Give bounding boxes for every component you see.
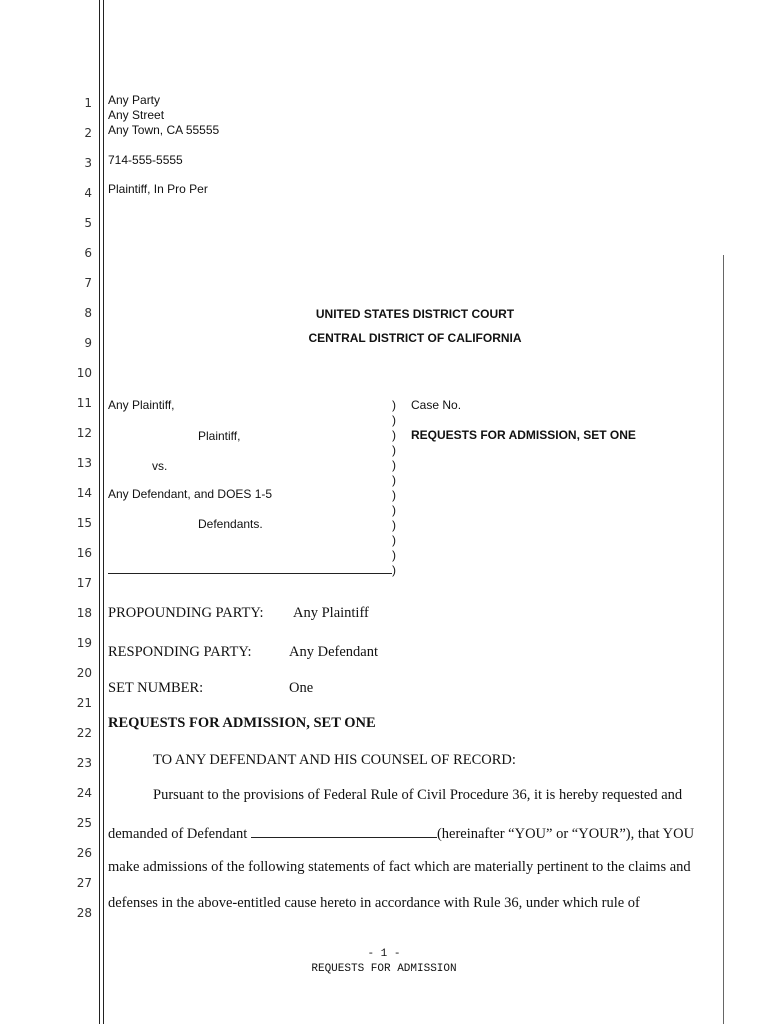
caption-paren: )	[392, 458, 396, 472]
party-status: Plaintiff, In Pro Per	[108, 182, 208, 196]
caption-paren: )	[392, 548, 396, 562]
caption-paren: )	[392, 428, 396, 442]
line-number: 7	[84, 276, 92, 290]
line-number: 20	[76, 666, 92, 680]
line-number: 18	[76, 606, 92, 620]
case-number-label: Case No.	[411, 398, 462, 412]
left-margin-rule-outer	[99, 0, 100, 1024]
line-number: 5	[84, 216, 92, 230]
party-city: Any Town, CA 55555	[108, 123, 220, 137]
line-number: 28	[76, 906, 92, 920]
salutation: TO ANY DEFENDANT AND HIS COUNSEL OF RECORD:	[153, 752, 516, 768]
line-number: 19	[76, 636, 92, 650]
caption-paren: )	[392, 533, 396, 547]
line-number: 13	[76, 456, 92, 470]
caption-paren: )	[392, 443, 396, 457]
caption-paren: )	[392, 488, 396, 502]
footer-title: REQUESTS FOR ADMISSION	[311, 963, 457, 975]
body-line-3: make admissions of the following statements of fact which are materially pertinent to the claims and	[108, 859, 691, 875]
body-line-1: Pursuant to the provisions of Federal Rule of Civil Procedure 36, it is hereby requested and	[153, 787, 683, 803]
body-line-2	[108, 823, 694, 843]
line-number: 11	[76, 396, 92, 410]
line-number: 25	[76, 816, 92, 830]
caption-paren: )	[392, 473, 396, 487]
body-line-4: defenses in the above-entitled cause hereto in accordance with Rule 36, under which rule of	[108, 895, 640, 911]
party-street: Any Street	[108, 108, 165, 122]
caption-paren: )	[392, 518, 396, 532]
line-number: 8	[84, 306, 92, 320]
right-margin-rule	[723, 255, 724, 1024]
caption-paren: )	[392, 413, 396, 427]
section-heading: REQUESTS FOR ADMISSION, SET ONE	[108, 715, 376, 731]
court-district: CENTRAL DISTRICT OF CALIFORNIA	[308, 331, 522, 345]
line-number: 2	[84, 126, 92, 140]
line-number: 22	[76, 726, 92, 740]
propounding-party-label: PROPOUNDING PARTY:	[108, 605, 264, 621]
propounding-party-value: Any Plaintiff	[293, 605, 369, 621]
responding-party-label: RESPONDING PARTY:	[108, 644, 252, 660]
line-number: 24	[76, 786, 92, 800]
caption-document-title: REQUESTS FOR ADMISSION, SET ONE	[411, 428, 636, 442]
line-number: 1	[84, 96, 92, 110]
caption-vs: vs.	[152, 459, 168, 473]
responding-party-value: Any Defendant	[289, 644, 378, 660]
line-number: 10	[76, 366, 92, 380]
line-number: 26	[76, 846, 92, 860]
caption-paren: )	[392, 398, 396, 412]
line-number: 14	[76, 486, 92, 500]
line-number: 23	[76, 756, 92, 770]
line-number: 27	[76, 876, 92, 890]
body-line-2-end: (hereinafter “YOU” or “YOUR”), that YOU	[436, 826, 695, 842]
court-name: UNITED STATES DISTRICT COURT	[315, 307, 515, 321]
caption-underline	[108, 573, 392, 574]
line-number: 16	[76, 546, 92, 560]
page-number: - 1 -	[367, 948, 401, 960]
party-phone: 714-555-5555	[108, 153, 183, 167]
defendant-name-blank[interactable]	[251, 823, 437, 838]
caption-plaintiff-name: Any Plaintiff,	[108, 398, 175, 412]
body-line-2-start: demanded of Defendant	[108, 826, 251, 842]
line-number: 3	[84, 156, 92, 170]
party-name: Any Party	[108, 93, 161, 107]
line-number: 4	[84, 186, 92, 200]
caption-paren: )	[392, 563, 396, 577]
line-number: 9	[84, 336, 92, 350]
set-number-label: SET NUMBER:	[108, 680, 204, 696]
line-number: 21	[76, 696, 92, 710]
caption-defendant-role: Defendants.	[198, 517, 263, 531]
line-number: 12	[76, 426, 92, 440]
line-number: 15	[76, 516, 92, 530]
caption-defendant-name: Any Defendant, and DOES 1-5	[108, 487, 273, 501]
caption-plaintiff-role: Plaintiff,	[198, 429, 241, 443]
line-number: 17	[76, 576, 92, 590]
set-number-value: One	[289, 680, 314, 696]
left-margin-rule-inner	[103, 0, 104, 1024]
line-number: 6	[84, 246, 92, 260]
caption-paren: )	[392, 503, 396, 517]
